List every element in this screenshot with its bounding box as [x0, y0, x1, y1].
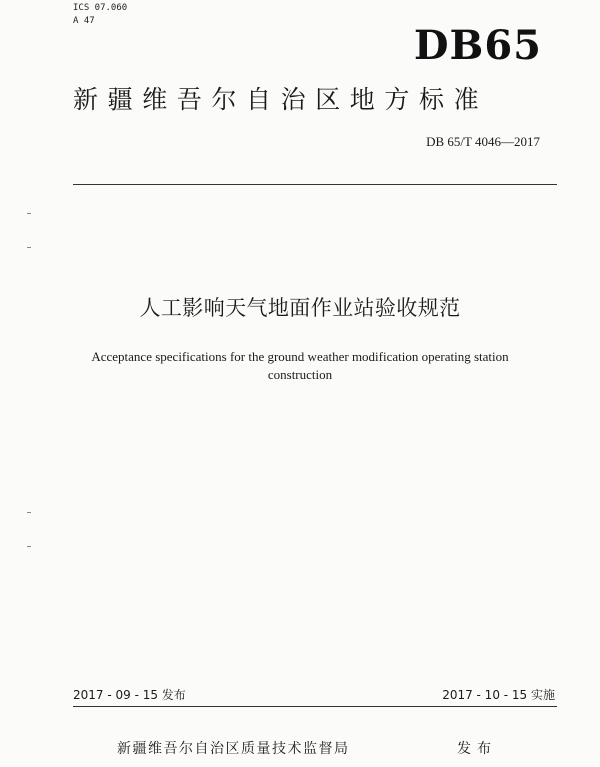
classification-codes: [73, 2, 127, 28]
bottom-divider: [73, 706, 557, 707]
scan-speck: [27, 546, 31, 547]
implementation-date: 2017 - 10 - 15 实施: [442, 688, 555, 702]
db65-logo: DB65: [413, 22, 542, 69]
document-title-english: [0, 348, 600, 384]
ics-code: ICS 07.060: [73, 3, 128, 13]
issue-date: 2017 - 09 - 15 发布: [73, 688, 186, 702]
scan-speck: [27, 213, 31, 214]
english-title-line-2: construction: [267, 367, 333, 382]
scan-speck: [27, 512, 31, 513]
ccs-code: A 47: [73, 16, 95, 26]
document-title-chinese: 人工影响天气地面作业站验收规范: [139, 296, 461, 320]
standard-code: DB 65/T 4046—2017: [426, 134, 540, 149]
publisher-name: 新疆维吾尔自治区质量技术监督局: [117, 741, 350, 757]
standard-type-name: 新疆维吾尔自治区地方标准: [73, 85, 489, 114]
scan-speck: [27, 247, 31, 248]
top-divider: [73, 184, 557, 185]
publish-label: 发布: [457, 741, 497, 757]
english-title-line-1: Acceptance specifications for the ground weather modification operating station: [91, 349, 509, 364]
